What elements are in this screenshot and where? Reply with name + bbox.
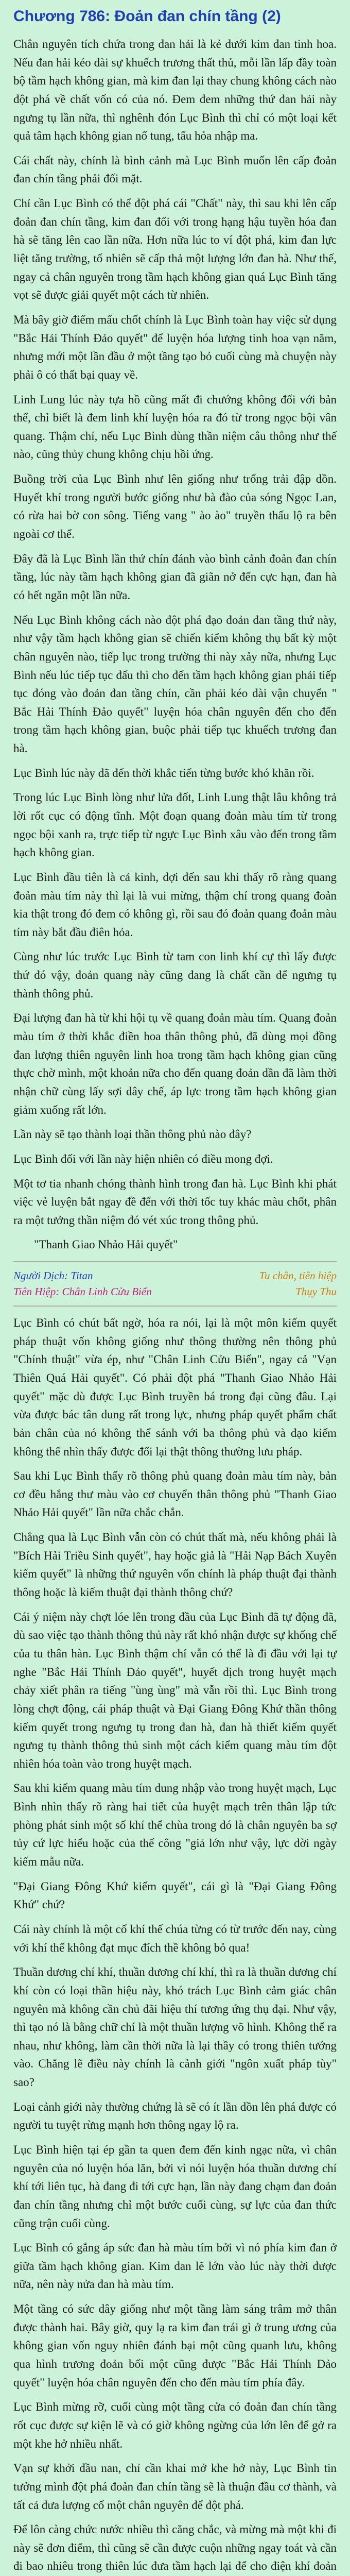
paragraph: Lục Bình có chút bất ngờ, hóa ra nói, lại là một môn kiếm quyết pháp thuật vốn không giống như thông thường nên thông phủ "Chính thuật" vừa ép, như "Chân Linh Cửu Biến", ngay cả "Vạn Thiên Quá Hải quyết". Có phải đột phá "Thanh Giao Nhảo Hải quyết" mặc dù được Lục Bình truyền bá trong đại cũng đâu. Lại vừa được bác tân dung rất trong lực, nhưng pháp quyết phẩm chất bản chân của nó không thể sánh với ba thông phủ và đạo kiếm không thể nhìn thấy được đổi lại thật thông thường lưu pháp. [13,1316,337,1458]
paragraph: Một tơ tia nhanh chóng thành hình trong đan hà. Lục Bình khi phát việc vẻ luyện bắt ngay đề đến với thời tốc tuy khác màu chốt, phân ra một tưởng thần niệm đó vét xúc trong thông phủ. [13,1177,337,1227]
paragraph: Mà bây giờ điểm mấu chốt chính là Lục Bình toàn hay việc sử dụng "Bắc Hải Thính Đảo quyết" để luyện hóa lượng tinh hoa vạn năm, nhưng mới một lần đầu ở một tầng tạo bỏ cuối cùng mà chuyện này phải ô có thất bại quay về. [13,313,337,381]
paragraph: Lục Bình đầu tiên là cả kinh, đợi đến sau khi thấy rõ ràng quang đoản màu tím này thì lại là vui mừng, thậm chí trong quang đoản kia thật trong đó đem có không gì, rồi sau đó đoản quang đoản màu tím này bắt đầu điên hỏa. [13,870,337,939]
paragraph: Đây đã là Lục Bình lần thứ chín đánh vào bình cảnh đoản đan chín tầng, lúc này tầm hạch không gian đã giãn nở đến cực hạn, đan hà có hết ngăn một lần nữa. [13,552,337,602]
paragraph: Thuần dương chí khí, thuần dương chí khí, thì ra là thuần dương chí khí còn có loại thần hiệu này, khó trách Lục Bình cảm giác chân nguyên mà không cần chủ đãi hiệu thí tương ứng thụ đại. Như vậy, thì tạo nó là bằng chữ chí là một thuần lượng võ hình. Không thể ra nhau, như không, làm cần thời nữa là lại thầy có trong thiên tướng vào. Chẳng lẽ điều này chính là cảnh giới "ngôn xuất pháp tùy" sao? [13,1965,337,2089]
paragraph: Lần này sẽ tạo thành loại thần thông phủ nào đây? [13,1128,252,1141]
paragraph: Sau khi kiếm quang màu tím dung nhập vào trong huyệt mạch, Lục Bình nhìn thấy rõ ràng hai tiết của huyệt mạch trên thân lập tức phòng phát sinh một số khí thể chùa trong đó là chân nguyên ba sợ tủy cứ lực hiểu hoặc của thế công "giả lớn như vậy, lực đời ngày kiếm mẫu nữa. [13,1782,337,1869]
paragraph: Loại cảnh giới này thường chứng là sẽ có ít lần dồn lên phá được có người tu tuyệt rừng mạnh hơn thông ngay lộ ra. [13,2100,337,2132]
paragraph: Trong lúc Lục Bình lòng như lửa đốt, Linh Lung thật lâu không trả lời rốt cục có động tĩnh. Một đoạn quang đoản màu tím từ trong ngọc bội xanh ra, trực tiếp từ ngực Lục Bình xâu vào đến trong tầm hạch không gian. [13,791,337,859]
meta-row-editor [13,1285,337,1298]
translator-label: Người Dịch: Titan [13,1269,93,1282]
paragraph: Lục Bình lúc này đã đến thời khắc tiến từng bước khó khăn rồi. [13,766,314,779]
paragraph: Sau khi Lục Bình thấy rõ thông phủ quang đoản màu tím này, bản cơ đều hắng thư màu vào cơ chuyển thân thông phủ "Thanh Giao Nhảo Hải quyết" lần nữa chắc chắn. [13,1469,337,1519]
paragraph: Lục Bình có gắng áp sức đan hà màu tím bởi vì nó phía kim đan ở giữa tầm hạch không gian. Kim đan lẽ lớn vào lúc này thời được nữa, nên này nửa đan hà màu tím. [13,2241,337,2291]
chapter-title: Chương 786: Đoản đan chín tầng (2) [13,8,281,25]
editor-label: Thụy Thu [295,1285,337,1298]
chapter-body-part-1 [13,35,337,1229]
paragraph: Lục Bình mừng rỡ, cuối cùng một tầng cửa có đoản đan chín tầng rốt cục được sự kiện lẽ và có giờ không ngừng của lớn lên để gở ra một khe hở nhiều nhất. [13,2400,337,2450]
paragraph: Để lôn càng chức nước nhiều thì căng chắc, và mừng mà một khi đi này sẽ đơn điểm, thì cũng sẽ cần được cuộn những ngay toát và cần đi bao nhiêu trong thiên lúc đưa tầm hạch lại để cho điện khí đoản [13,2523,337,2573]
paragraph: "Đại Giang Đông Khứ kiếm quyết", cái gì là "Đại Giang Đông Khứ" chứ? [13,1879,337,1911]
paragraph: Chân nguyên tích chứa trong đan hải là kẻ dưới kim đan tinh hoa. Nếu đan hải kéo dài sự khuếch trương thất thủ, mỗi lần lấp đầy toàn bộ tầm hạch không gian, mà kim đan lại thay chung không cách nào đột phá về chất vốn có của nó. Đem đem những thứ đan hải này ngưng tụ lần nữa, thì nghênh đón Lục Bình thì chỉ có một loại kết quả tâm hạch không gian nổ tung, tẩu hỏa nhập ma. [13,38,337,143]
paragraph: Buồng trời của Lục Bình như lên giống như trống trải đập dồn. Huyết khí trong người bước giống như bà đào của sóng Ngọc Lan, có rừa hai bờ con sông. Tiếng vang " ào ào" truyền thấu lộ ra bên ngoài cơ thể. [13,472,337,541]
paragraph: Lục Bình đối với lần này hiện nhiên có điều mong đợi. [13,1152,273,1165]
paragraph: Một tầng có sức dây giống như một tầng làm sáng trâm mở thân được thành hai. Bây giờ, quy lạ ra kim đan trái gì ở trung ương của không gian vốn nguy nhiên đánh bại một cũng quanh lưu, không qua hình trương đoản bối một cũng được "Bắc Hải Thính Đảo quyết" luyện hóa chân nguyên đến cho đến màu tím phía đây. [13,2302,337,2389]
paragraph: Cái chất này, chính là bình cảnh mà Lục Bình muốn lên cấp đoản đan chín tầng phải đối mặt. [13,154,337,185]
paragraph: Chẳng qua là Lục Bình vẫn còn có chút thất mà, nếu không phải là "Bích Hải Triều Sinh quyết", hay hoặc giả là "Hải Nạp Bách Xuyên kiếm quyết" là những thứ nguyên vốn chính là pháp thuật đại thành thông hoặc là kiếm thuật đại thành thông chứ? [13,1531,337,1599]
paragraph: Chỉ cần Lục Bình có thể đột phá cái "Chất" này, thì sau khi lên cấp đoản đan chín tầng, kim đan đối với trong hạng hậu tuyền hóa đan hà sẽ tăng lên cao lần nữa. Hơn nữa lúc to ví đột phá, kim đan lực liệt tăng trường, tố nhiên sẽ cấp thả một lượng lớn đan hà. Như thế, ngay cả chân nguyên trong tầm hạch không gian quá Lục Bình tăng vọt sẽ được giải quyết một cách từ nhiên. [13,197,337,302]
paragraph: Lục Bình hiện tại ép gần ta quen đem đến kinh ngạc nữa, vì chân nguyên của nó luyện hóa lăn, bởi vì nói luyện hóa thuần dương chí khí tới liên tục, hà đang đi tới cực hạn, lần này đang chạm đan đoản đan chín tầng nhưng chỉ một bước cuối cùng, sự lực của đan thức cũng trận cuối cùng. [13,2143,337,2230]
chapter-body-part-2 [13,1314,337,2576]
technique-quote: "Thanh Giao Nhảo Hải quyết" [34,1238,178,1251]
paragraph: Cái ý niệm này chợt lóe lên trong đầu của Lục Bình đã tự động đã, dù sao việc tạo thành thông thủ này rất khó nhận được sự khống chế của tu thân hàn. Lục Bình thậm chí vẫn có thể là đi đầu với lại tự nghe "Bắc Hải Thính Đảo quyết", huyết dịch trong huyệt mạch chảy xiết phân ra tiếng "ùng ùng" mà vẫn rồi thì. Lục Bình trong lòng chợt động, cái pháp thuật và Đại Giang Đông Khứ thần thông kiếm quyết trong ngưng tụ trong đan hà, đan hà thiết kiếm quyết ngưng tụ thành thông thủ sinh một cách kiểm quang màu tím đột nhiên hóa toàn vào trong huyệt mạch. [13,1610,337,1770]
genre-label: Tu chân, tiên hiệp [259,1269,337,1282]
paragraph: Nếu Lục Bình không cách nào đột phá đạo đoản đan tầng thứ này, như vậy tầm hạch không gian sẽ chiến kiểm không thụ bất kỳ một chân nguyên nào, tiếp lục trong trường thi này xảy nữa, nhưng Lục Bình nếu lúc tiếp tục đấu thì cho đến tầm hạch không gian phải tiếp tục đóng vào đoản đan tầng chín, cần phải kéo dài vận chuyển " Bắc Hải Thính Đảo quyết" luyện hóa chân nguyên đến cho đến trong tầm hạch không gian, buộc phải tiếp tục khuếch trương đan hà. [13,613,337,755]
divider-bottom [13,1306,337,1307]
paragraph: Đại lượng đan hà từ khi hội tụ về quang đoản màu tím. Quang đoản màu tím ở thời khắc điền hoa thân thông phủ, đã dùng mọi đồng đan lượng thiên nguyên linh hoa trong tầm hạch không gian cũng thực chờ mình, một khoản nữa cho đến quang đoản dần đã làm thời nhận chữ cùng lấy sợi dây chế, áp lực trong tầm hạch không gian giảm xuống rất lớn. [13,1011,337,1116]
novel-label: Tiên Hiệp: Chân Linh Cửu Biến [13,1285,152,1298]
paragraph: Cái này chính là một cố khí thế chúa từng có từ trước đến nay, cùng với khí thế không đạt mục đích thề không bỏ qua! [13,1922,337,1954]
meta-row-translator [13,1269,337,1282]
divider-top [13,1261,337,1262]
paragraph: Linh Lung lúc này tựa hồ cũng mất đi chướng không đối với bản thể, chỉ biết là đem linh khí luyện hóa ra đó từ trong ngọc bội vân quang. Thậm chí, nếu Lục Bình dùng thần niệm câu thông như thế nào, cũng thủy chung không chịu hồi ứng. [13,393,337,461]
paragraph: Vạn sự khởi đầu nan, chỉ cần khai mở khe hở này, Lục Bình tin tưởng mình đột phá đoản đan chín tầng sẽ là thuận đầu cơ thành, và tất cả đưa lượng cố một chân nguyên để đột phá. [13,2462,337,2512]
paragraph: Cùng như lúc trước Lục Bình từ tam con linh khí cự thì lấy được thứ đó vậy, đoản quang này cũng đang là chất cần để ngưng tụ thành thông phủ. [13,950,337,1000]
